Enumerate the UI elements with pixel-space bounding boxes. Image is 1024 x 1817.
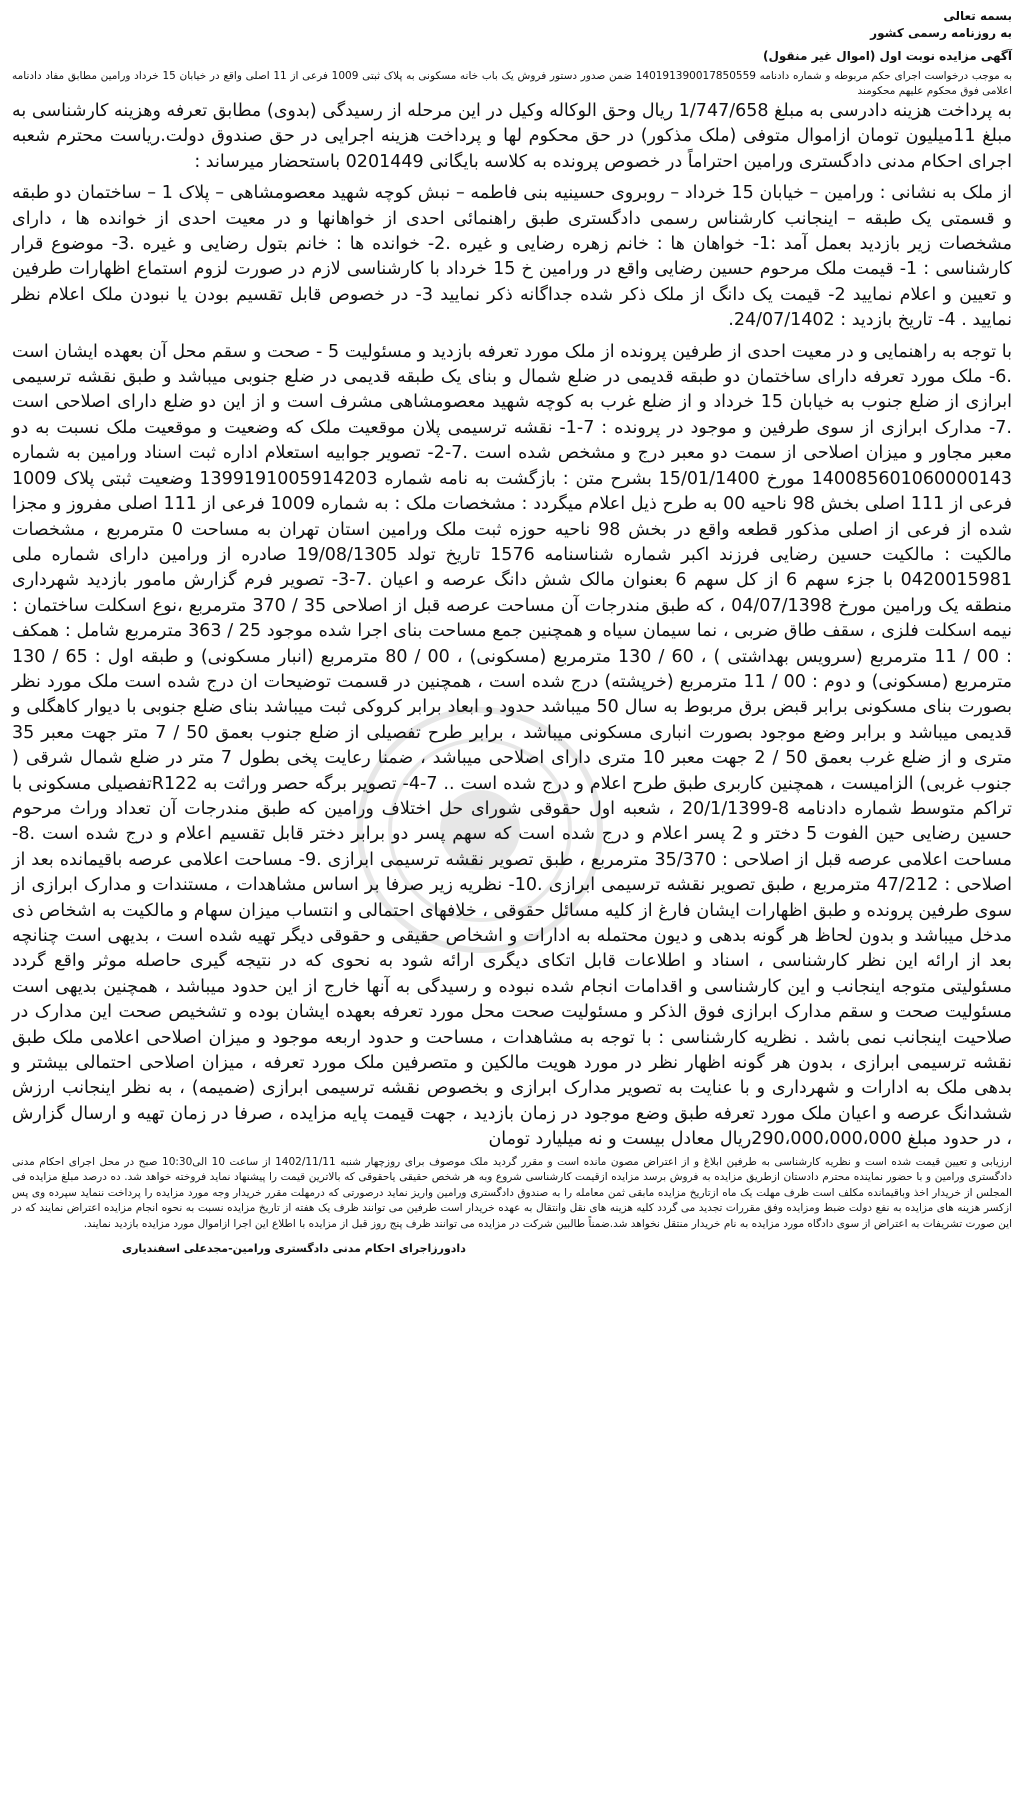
body-paragraph-1: به پرداخت هزینه دادرسی به مبلغ 1/747/658 ریال وحق الوکاله وکیل در این مرحله از رسیدگی (بدوی) مطابق تعرفه وهزینه کارشناسی به مبلغ 11میلیون تومان ازاموال متوفی (ملک مذکور) در حق محکوم لها و پرداخت هزینه اجرایی در حق صندوق دولت.ریاست محترم شعبه اجرای احکام مدنی دادگستری ورامین احتراماً در خصوص پرونده به کلاسه بایگانی 0201449 باستحضار میرساند : — [12, 101, 1013, 172]
header-line-2: به روزنامه رسمی کشور — [870, 26, 1012, 40]
auction-conditions: ارزیابی و تعیین قیمت شده است و نظریه کارشناسی به طرفین ابلاغ و از اعتراض مصون مانده است و مقرر گردید ملک موصوف برای روزچهار شنبه 1402/11/11 از ساعت 10 الی10:30 صبح در محل اجرای احکام مدنی دادگستری ورامین و با حضور نماینده محترم دادستان ازطریق مزایده به فروش برسد مزایده ازقیمت کارشناسی شروع وبه هر شخص حقیقی یاحقوقی که بالاترین قیمت را پیشنهاد نماید فروخته خواهد شد. ده درصد مبلغ مزایده فی المجلس از خریدار اخذ وباقیمانده مکلف است ظرف مهلت یک ماه ازتاریخ مزایده مابقی ثمن معامله را به صندوق دادگستری ورامین واریز نماید درصورتی که درمهلت مقرر خریدار وجه مورد مزایده را پرداخت ننماید سپرده وی پس ازکسر هزینه های مزایده به نفع دولت ضبط ومزایده وفق مقررات تجدید می گردد کلیه هزینه های نقل وانتقال به عهده خریدار است طرفین می توانند ظرف یک هفته از تاریخ مزایده نسبت به نحوه انجام مزایده اعتراض نمایند که در این صورت تشریفات به اعتراض از سوی دادگاه مورد مزایده به نام خریدار منتقل نخواهد شد.ضمناً طالبین شرکت در مزایده می توانند ظرف پنج روز قبل از مزایده با اطلاع این اجرا ازاموال مورد مزایده بازدید نمایند. — [12, 1155, 1012, 1230]
body-paragraph-2: از ملک به نشانی : ورامین – خیابان 15 خرداد – روبروی حسینیه بنی فاطمه – نبش کوچه شهید معصومشاهی – پلاک 1 – ساختمان دو طبقه و قسمتی یک طبقه – اینجانب کارشناس رسمی دادگستری طبق راهنمائی احدی از خواهانها و در معیت احدی از خوانده ها ، دارای مشخصات زیر بازدید بعمل آمد :1- خواهان ها : خانم زهره رضایی و غیره .2- خوانده ها : خانم بتول رضایی و غیره .3- موضوع قرار کارشناسی : 1- قیمت ملک مرحوم حسین رضایی واقع در ورامین خ 15 خرداد با کارشناسی لازم در صورت لزوم استماع اظهارات طرفین و تعیین و اعلام نمایید 2- قیمت یک دانگ از ملک ذکر شده جداگانه ذکر نمایید 3- در خصوص قابل تقسیم بودن یا نبودن ملک اعلام نظر نمایید . 4- تاریخ بازدید : 24/07/1402. — [12, 183, 1013, 331]
notice-body — [12, 99, 1012, 1153]
intro-text: به موجب درخواست اجرای حکم مربوطه و شماره دادنامه 140191390017850559 ضمن صدور دستور فروش یک باب خانه مسکونی به پلاک ثبتی 1009 فرعی از 11 اصلی واقع در خیابان 15 خرداد ورامین مطابق مفاد دادنامه اعلامی فوق محکوم علیهم محکومند — [12, 70, 1012, 97]
notice-title: آگهی مزایده نوبت اول (اموال غیر منقول) — [763, 49, 1012, 63]
body-paragraph-3: با توجه به راهنمایی و در معیت احدی از طرفین پرونده از ملک مورد تعرفه بازدید و مسئولیت 5 - صحت و سقم محل آن بعهده ایشان است .6- ملک مورد تعرفه دارای ساختمان دو طبقه قدیمی در ضلع شمال و بنای یک طبقه قدیمی در ضلع جنوبی میباشد و طبق نقشه ترسیمی ابرازی از ضلع جنوب به خیابان 15 خرداد و از ضلع غرب به کوچه شهید معصومشاهی مشرف است و از این دو ضلع دارای اصلاحی است .7- مدارک ابرازی از سوی طرفین و موجود در پرونده : 7-1- نقشه ترسیمی پلان موقعیت ملک که وضعیت و موقعیت ملک نسبت به دو معبر مجاور و میزان اصلاحی از سمت دو معبر درج و مشخص شده است .7-2- تصویر جوابیه استعلام اداره ثبت اسناد ورامین به شماره 140085601060000143 مورخ 15/01/1400 بشرح متن : بازگشت به نامه شماره 139919100591420​3 وضعیت ثبتی پلاک 1009 فرعی از 111 اصلی بخش 98 ناحیه 00 به طرح ذیل اعلام میگردد : مشخصات ملک : به شماره 1009 فرعی از 111 اصلی مفروز و مجزا شده از فرعی از اصلی مذکور قطعه واقع در بخش 98 ناحیه حوزه ثبت ملک ورامین استان تهران به مساحت 0 مترمربع ، مشخصات مالکیت : مالکیت حسین رضایی فرزند اکبر شماره شناسنامه 1576 تاریخ تولد 19/08/1305 صادره از ورامین دارای شماره ملی 0420015981 با جزء سهم 6 از کل سهم 6 بعنوان مالک شش دانگ عرصه و اعیان .7-3- تصویر فرم گزارش مامور بازدید شهرداری منطقه یک ورامین مورخ 04/07/1398 ، که طبق مندرجات آن مساحت عرصه قبل از اصلاحی 35 / 370 مترمربع ،نوع اسکلت ساختمان : نیمه اسکلت فلزی ، سقف طاق ضربی ، نما سیمان سیاه و همچنین جمع مساحت بنای اجرا شده موجود 25 / 363 مترمربع شامل : همکف : 00 / 11 مترمربع (سرویس بهداشتی ) ، 60 / 130 مترمربع (مسکونی) ، 00 / 80 مترمربع (انبار مسکونی) و طبقه اول : 65 / 130 مترمربع (مسکونی) و دوم : 00 / 11 مترمربع (خرپشته) درج شده است ، همچنین در قسمت توضیحات ان درج شده است ملک مورد نظر بصورت بنای مسکونی برابر قبض برق مربوط به سال 50 میباشد حدود و ابعاد برابر کروکی ثبت میباشد بنای ضلع جنوبی با دیوار کاهگلی و قدیمی میباشد و برابر وضع موجود بصورت انباری مسکونی میباشد ، برابر طرح تفصیلی از ضلع جنوب بعمق 50 / 7 متر جهت معبر 35 متری و از ضلع غرب بعمق 50 / 2 جهت معبر 10 متری دارای اصلاحی میباشد ، ضمنا رعایت پخی بطول 7 متر در ضلع شمال شرقی ( جنوب غربی) الزامیست ، همچنین کاربری طبق طرح اعلام و درج شده است .. 7-4- تصویر برگه حصر وراثت به R122تفصیلی مسکونی با تراکم متوسط شماره دادنامه 8-20/1/1399 ، شعبه اول حقوقی شورای حل اختلاف ورامین که طبق مندرجات آن تعداد وراث مرحوم حسین رضایی حین الفوت 5 دختر و 2 پسر اعلام و درج شده است که سهم پسر دو برابر دختر قابل تقسیم اعلام و درج شده است .8- مساحت اعلامی عرصه قبل از اصلاحی : 35/370 مترمربع ، طبق تصویر نقشه ترسیمی ابرازی .9- مساحت اعلامی عرصه باقیمانده بعد از اصلاحی : 47/212 مترمربع ، طبق تصویر نقشه ترسیمی ابرازی .10- نظریه زیر صرفا بر اساس مشاهدات ، مستندات و مدارک ابرازی از سوی طرفین پرونده و طبق اظهارات ایشان فارغ از کلیه مسائل حقوقی ، خلافهای احتمالی و انتساب میزان سهام و مالکیت به اشخاص ذی مدخل میباشد و بدون لحاظ هر گونه بدهی و دیون محتمله به ادارات و اشخاص حقیقی و حقوقی دیگر تهیه شده است ، بدیهی است چنانچه بعد از ارائه این نظر کارشناسی ، اسناد و اطلاعات قابل اتکای دیگری ارائه شود به نحوی که در نتیجه گیری حاصله موثر واقع گردد مسئولیتی متوجه اینجانب و این کارشناسی و اقدامات انجام شده نبوده و رسیدگی به آنها خارج از این حدود میباشد ، همچنین بدیهی است مسئولیت صحت و سقم مدارک ابرازی فوق الذکر و مسئولیت صحت محل مورد تعرفه بعهده ایشان بوده و تشخیص صحت این مدارک در صلاحیت اینجانب نمی باشد . نظریه کارشناسی : با توجه به مشاهدات ، مساحت و حدود اربعه موجود و میزان اصلاحی اعلامی ملک طبق نقشه ترسیمی ابرازی ، بدون هر گونه اظهار نظر در مورد هویت مالکین و متصرفین ملک مورد تعرفه ، میزان اصلاحی احتمالی بیشتر و بدهی ملک به ادارات و شهرداری و با عنایت به تصویر مدارک ابرازی و بخصوص نقشه ترسیمی ابرازی (ضمیمه) ، به نظر اینجانب ارزش ششدانگ عرصه و اعیان ملک مورد تعرفه طبق وضع موجود در زمان بازدید ، جهت قیمت پایه مزایده ، صرفا در زمان تهیه و ارسال گزارش ، در حدود مبلغ 290،000،000،000ریال معادل بیست و نه میلیارد تومان — [12, 341, 1013, 1150]
signature: دادورزاجرای احکام مدنی دادگستری ورامین-مجدعلی اسفندیاری — [122, 1242, 466, 1256]
header-line-1: بسمه تعالی — [943, 9, 1012, 23]
